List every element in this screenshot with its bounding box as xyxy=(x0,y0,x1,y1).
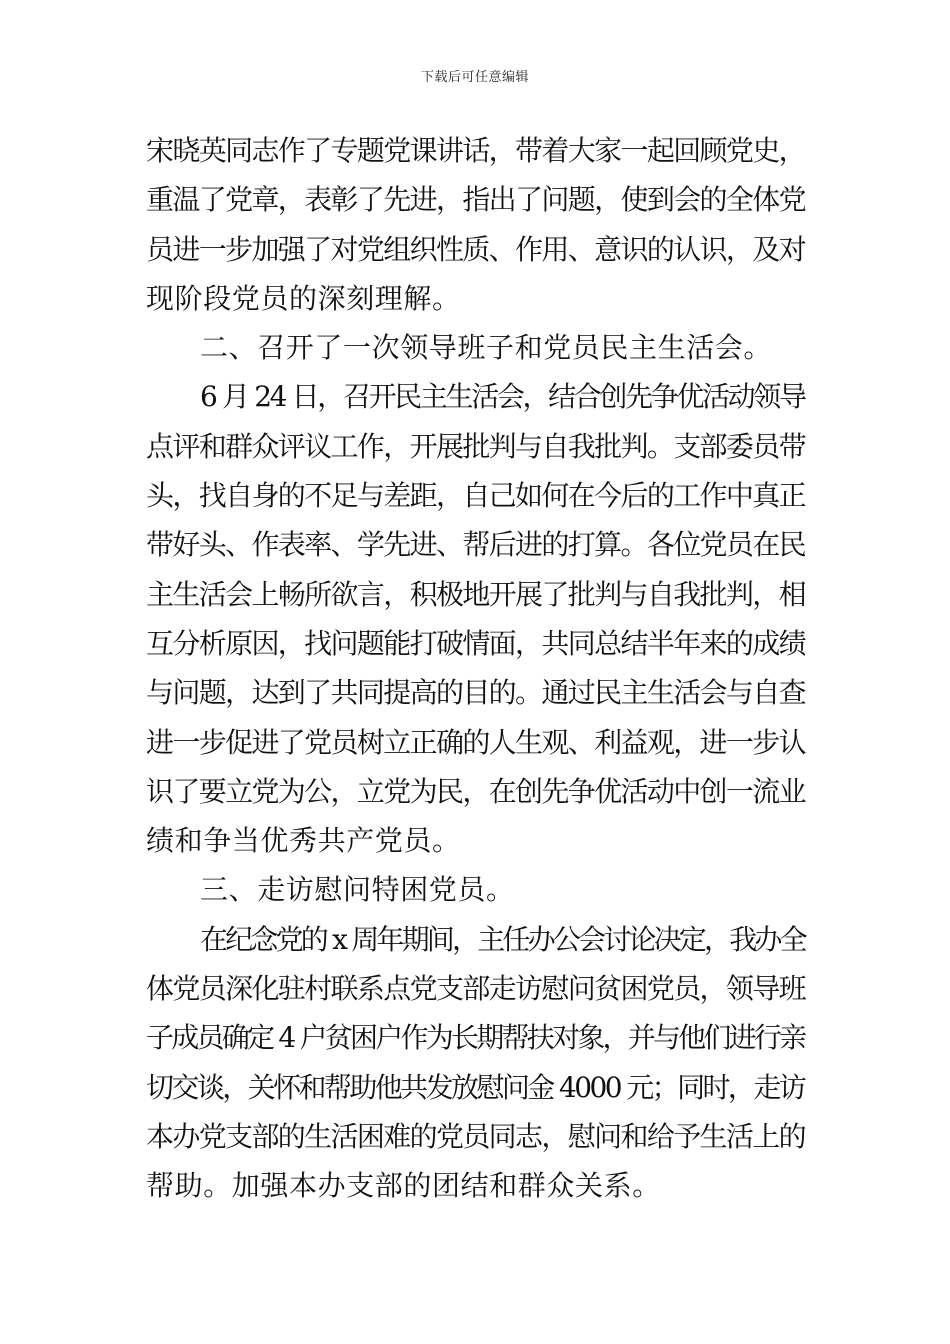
text-line: 绩和争当优秀共产党员。 xyxy=(146,824,461,858)
text-line: 主生活会上畅所欲言，积极地开展了批判与自我批判，相 xyxy=(146,577,805,611)
text-line: 本办党支部的生活困难的党员同志，慰问和给予生活上的 xyxy=(146,1119,805,1153)
text-line: 与问题，达到了共同提高的目的。通过民主生活会与自查 xyxy=(146,676,805,710)
text-line: 员进一步加强了对党组织性质、作用、意识的认识，及对 xyxy=(146,232,805,266)
document-body xyxy=(146,126,810,1211)
text-line: 带好头、作表率、学先进、帮后进的打算。各位党员在民 xyxy=(146,528,805,562)
text-line: 二、召开了一次领导班子和党员民主生活会。 xyxy=(200,331,773,365)
text-line: 体党员深化驻村联系点党支部走访慰问贫困党员，领导班 xyxy=(146,972,805,1006)
text-line: 进一步促进了党员树立正确的人生观、利益观，进一步认 xyxy=(146,725,805,759)
text-line: 宋晓英同志作了专题党课讲话，带着大家一起回顾党史， xyxy=(146,134,805,167)
text-line: 在纪念党的 x 周年期间，主任办公会讨论决定，我办全 xyxy=(200,922,805,956)
text-line: 子成员确定 4 户贫困户作为长期帮扶对象，并与他们进行亲 xyxy=(146,1021,805,1055)
text-line: 6 月 24 日，召开民主生活会，结合创先争优活动领导 xyxy=(200,380,805,414)
text-line: 重温了党章，表彰了先进，指出了问题，使到会的全体党 xyxy=(146,183,805,217)
text-line: 点评和群众评议工作，开展批判与自我批判。支部委员带 xyxy=(146,429,805,463)
text-line: 现阶段党员的深刻理解。 xyxy=(146,281,461,315)
text-line: 三、走访慰问特困党员。 xyxy=(200,873,515,907)
text-line: 头，找自身的不足与差距，自己如何在今后的工作中真正 xyxy=(146,479,805,513)
text-line: 互分析原因，找问题能打破情面，共同总结半年来的成绩 xyxy=(146,626,805,660)
header-note: 下载后可任意编辑 xyxy=(420,70,529,85)
text-line: 切交谈，关怀和帮助他共发放慰问金 4000 元；同时，走访 xyxy=(146,1070,805,1104)
text-line: 识了要立党为公，立党为民，在创先争优活动中创一流业 xyxy=(146,774,805,808)
text-line: 帮助。加强本办支部的团结和群众关系。 xyxy=(146,1169,661,1203)
